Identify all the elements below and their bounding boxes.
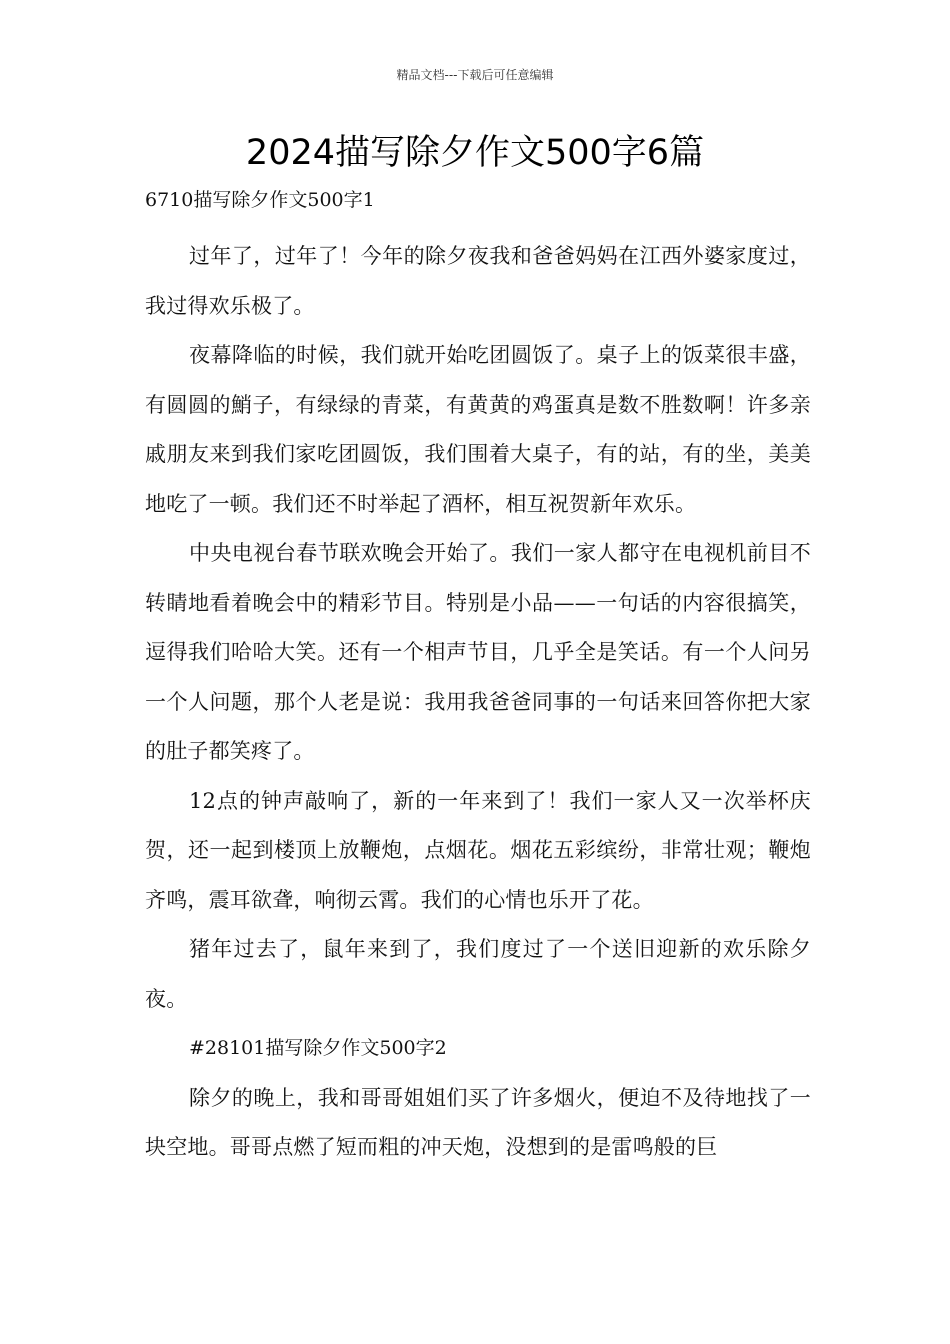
paragraph: 夜幕降临的时候，我们就开始吃团圆饭了。桌子上的饭菜很丰盛，有圆圆的鮹子，有绿绿的青菜，有黄黄的鸡蛋真是数不胜数啊！许多亲戚朋友来到我们家吃团圆饭，我们围着大桌子，有的站，有的坐，美美地吃了一顿。我们还不时举起了酒杯，相互祝贺新年欢乐。 xyxy=(145,343,811,516)
paragraph: 中央电视台春节联欢晚会开始了。我们一家人都守在电视机前目不转睛地看着晚会中的精彩节目。特别是小品——一句话的内容很搞笑，逗得我们哈哈大笑。还有一个相声节目，几乎全是笑话。有一个人问另一个人问题，那个人老是说：我用我爸爸同事的一句话来回答你把大家的肚子都笑疼了。 xyxy=(145,541,811,763)
section-heading-2: #28101描写除夕作文500字2 xyxy=(189,1037,447,1059)
section-heading-1: 6710描写除夕作文500字1 xyxy=(145,189,375,211)
header-note: 精品文档---下载后可任意编辑 xyxy=(396,68,554,82)
paragraph: 猪年过去了，鼠年来到了，我们度过了一个送旧迎新的欢乐除夕夜。 xyxy=(145,937,811,1011)
paragraph: 12点的钟声敲响了，新的一年来到了！我们一家人又一次举杯庆贺，还一起到楼顶上放鞭炮，点烟花。烟花五彩缤纷，非常壮观；鞭炮齐鸣，震耳欲聋，响彻云霄。我们的心情也乐开了花。 xyxy=(145,788,811,912)
document-title: 2024描写除夕作文500字6篇 xyxy=(245,133,705,173)
paragraph: 除夕的晚上，我和哥哥姐姐们买了许多烟火，便迫不及待地找了一块空地。哥哥点燃了短而粗的冲天炮，没想到的是雷鸣般的巨 xyxy=(145,1085,811,1159)
paragraph: 过年了，过年了！今年的除夕夜我和爸爸妈妈在江西外婆家度过，我过得欢乐极了。 xyxy=(145,244,811,318)
article-body xyxy=(145,180,811,1173)
